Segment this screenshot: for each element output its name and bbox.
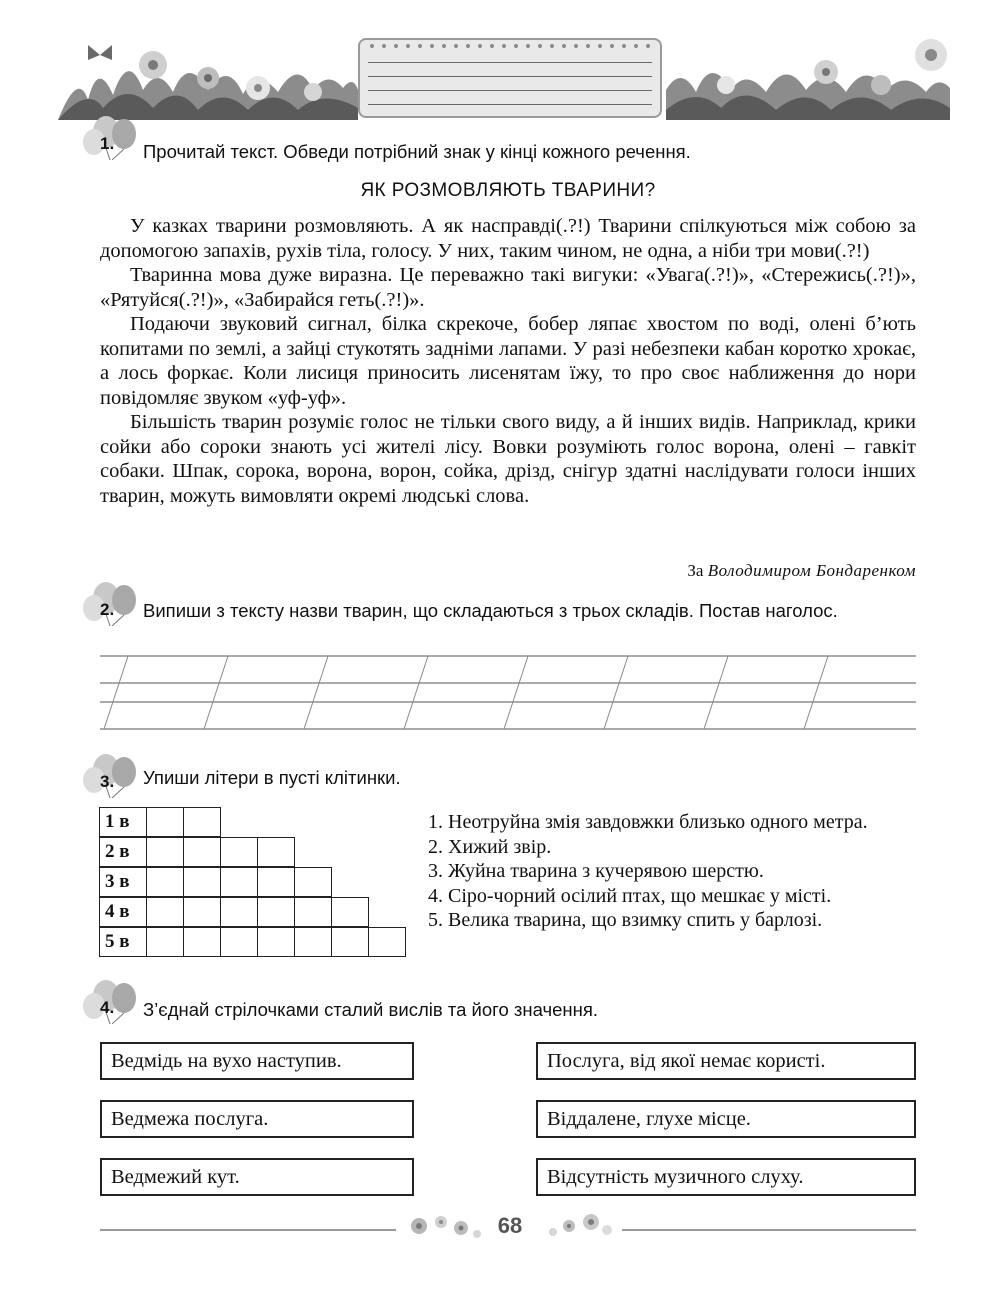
crossword-row-label: 5 в <box>99 927 147 957</box>
crossword-row <box>100 838 406 868</box>
author-name: Володимиром Бондаренком <box>707 561 916 580</box>
author-prefix: За <box>687 561 704 580</box>
crossword-row <box>100 928 406 958</box>
crossword-cell[interactable] <box>368 927 406 957</box>
clue-item: 5. Велика тварина, що взимку спить у барлозі. <box>428 909 823 931</box>
crossword-cell[interactable] <box>183 807 221 837</box>
story-paragraph: У казках тварини розмовляють. А як насправді(.?!) Тварини спілкуються між собою за допомогою запахів, рухів тіла, голосу. У них, таким чином, не одна, а ніби три мови(.?!) <box>100 215 916 262</box>
footer-rule-left <box>100 1229 396 1231</box>
flower-ornament-right-icon <box>545 1212 615 1242</box>
crossword-cell[interactable] <box>257 867 295 897</box>
task-number: 1. <box>100 134 115 153</box>
crossword-row-label: 4 в <box>99 897 147 927</box>
crossword-cell[interactable] <box>331 927 369 957</box>
crossword-cell[interactable] <box>294 867 332 897</box>
writing-lines[interactable] <box>100 655 916 730</box>
story-author <box>600 561 916 581</box>
crossword-cell[interactable] <box>146 927 184 957</box>
crossword-cell[interactable] <box>146 897 184 927</box>
page-number: 68 <box>497 1213 523 1238</box>
clue-item: 4. Сіро-чорний осілий птах, що мешкає у місті. <box>428 884 832 907</box>
crossword-row-label: 1 в <box>99 807 147 837</box>
task-2-instruction: Випиши з тексту назви тварин, що складаються з трьох складів. Постав наголос. <box>143 600 838 621</box>
crossword-cell[interactable] <box>146 867 184 897</box>
crossword-row <box>100 808 406 838</box>
story-text <box>100 214 916 508</box>
crossword-cell[interactable] <box>220 837 258 867</box>
meadow-illustration-left <box>58 30 358 120</box>
idiom-box[interactable]: Ведмідь на вухо наступив. <box>100 1042 414 1080</box>
meaning-box[interactable]: Відсутність музичного слуху. <box>536 1158 916 1196</box>
crossword-cell[interactable] <box>257 927 295 957</box>
story-paragraph: Тваринна мова дуже виразна. Це переважно такі вигуки: «Увага(.?!)», «Стережись(.?!)», «Рятуйся(.?!)», «Забирайся геть(.?!)». <box>100 264 916 311</box>
clue-item: 2. Хижий звір. <box>428 835 552 858</box>
crossword-row <box>100 868 406 898</box>
crossword-cell[interactable] <box>331 897 369 927</box>
task-1-marker <box>76 112 146 160</box>
idiom-box[interactable]: Ведмежа послуга. <box>100 1100 414 1138</box>
clue-item: 1. Неотруйна змія завдовжки близько одного метра. <box>428 811 868 833</box>
notepad-illustration <box>358 38 662 118</box>
meadow-illustration-right <box>666 30 950 120</box>
story-paragraph: Більшість тварин розуміє голос не тільки свого виду, а й інших видів. Наприклад, крики сойки або сороки знають усі жителі лісу. Вовки розуміють голос ворона, олені – гавкіт собаки. Шпак, сорока, ворона, ворон, сойка, дрізд, снігур здатні наслідувати голоси інших тварин, можуть вимовляти окремі людські слова. <box>100 411 916 507</box>
crossword-row-label: 2 в <box>99 837 147 867</box>
crossword-cell[interactable] <box>183 927 221 957</box>
crossword-cell[interactable] <box>183 867 221 897</box>
task-number: 2. <box>100 600 115 619</box>
task-4-marker <box>76 976 146 1024</box>
crossword-cell[interactable] <box>257 837 295 867</box>
crossword-cell[interactable] <box>220 867 258 897</box>
task-4-instruction: З’єднай стрілочками сталий вислів та його значення. <box>143 999 599 1020</box>
crossword-cell[interactable] <box>294 897 332 927</box>
crossword-cell[interactable] <box>257 897 295 927</box>
clue-item: 3. Жуйна тварина з кучерявою шерстю. <box>428 860 764 882</box>
story-paragraph: Подаючи звуковий сигнал, білка скрекоче, бобер ляпає хвостом по воді, олені б’ють копитами по землі, а зайці стукотять задніми лапами. У разі небезпеки кабан коротко хрокає, а лось форкає. Коли лисиця приносить лисенятам їжу, то про своє наближення до нори повідомляє звуком «уф-уф». <box>100 313 916 409</box>
footer-rule-right <box>622 1229 916 1231</box>
meaning-box[interactable]: Послуга, від якої немає користі. <box>536 1042 916 1080</box>
task-1-instruction: Прочитай текст. Обведи потрібний знак у кінці кожного речення. <box>143 141 691 162</box>
task-number: 3. <box>100 772 115 791</box>
meaning-box[interactable]: Віддалене, глухе місце. <box>536 1100 916 1138</box>
crossword-cell[interactable] <box>220 897 258 927</box>
crossword-row-label: 3 в <box>99 867 147 897</box>
crossword-cell[interactable] <box>146 807 184 837</box>
crossword-clues <box>428 810 916 933</box>
task-3-marker <box>76 750 146 798</box>
idiom-box[interactable]: Ведмежий кут. <box>100 1158 414 1196</box>
crossword-cell[interactable] <box>294 927 332 957</box>
task-2-marker <box>76 578 146 626</box>
task-3-instruction: Упиши літери в пусті клітинки. <box>143 767 401 788</box>
header-banner <box>58 30 950 120</box>
task-number: 4. <box>100 998 115 1017</box>
story-title: ЯК РОЗМОВЛЯЮТЬ ТВАРИНИ? <box>360 180 656 201</box>
crossword-cell[interactable] <box>183 897 221 927</box>
crossword-row <box>100 898 406 928</box>
crossword-cell[interactable] <box>183 837 221 867</box>
crossword-cell[interactable] <box>146 837 184 867</box>
crossword-grid <box>100 808 406 958</box>
flower-ornament-left-icon <box>405 1212 485 1242</box>
crossword-cell[interactable] <box>220 927 258 957</box>
